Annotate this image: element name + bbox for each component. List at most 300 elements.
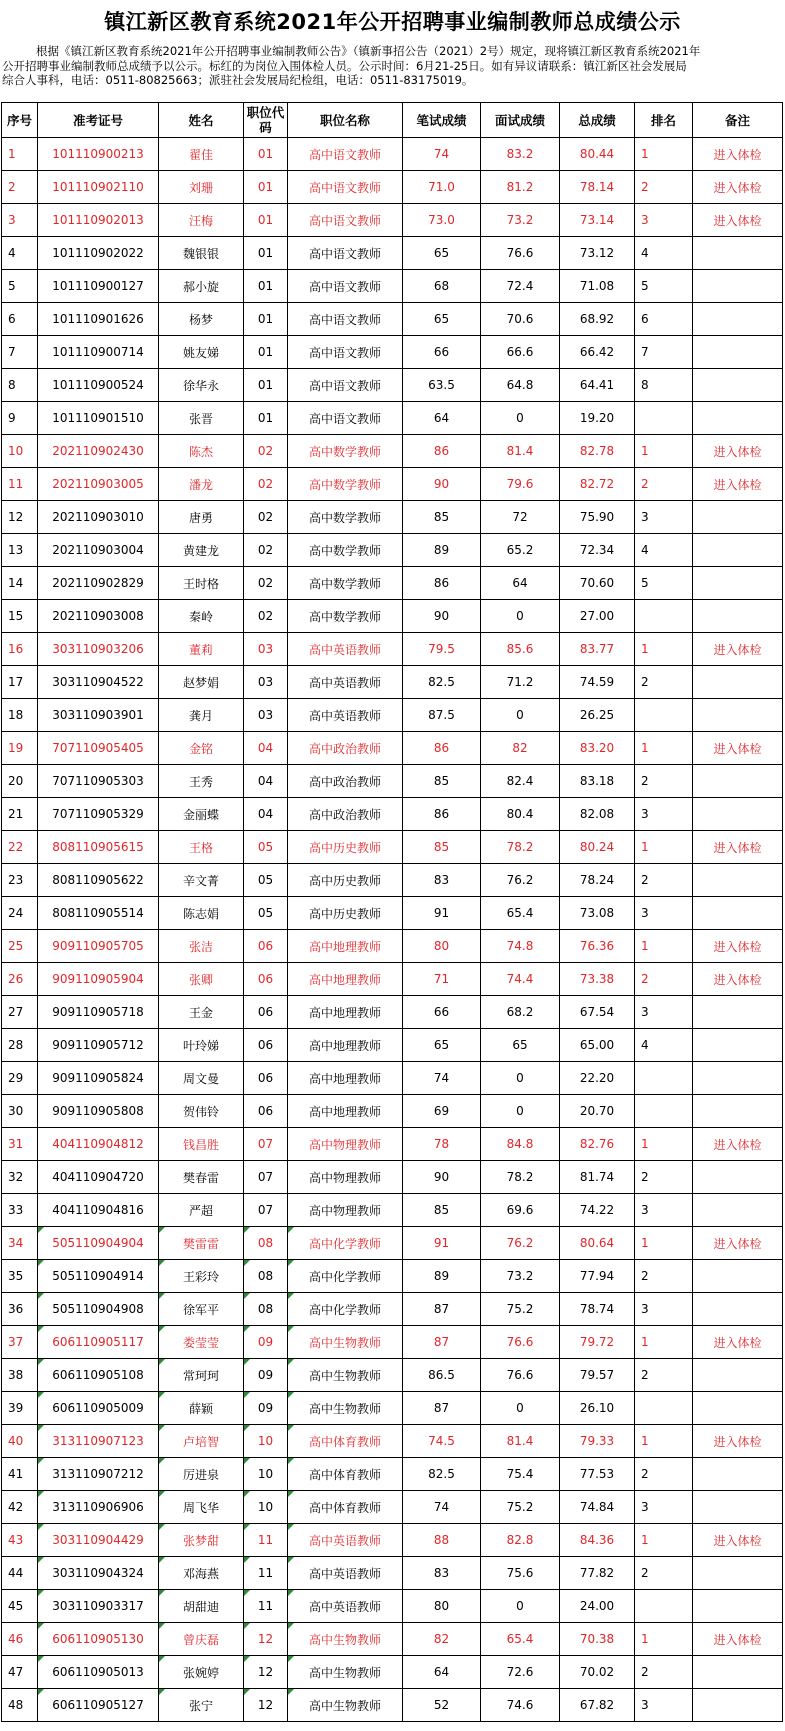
cell-post-name-text: 高中政治教师 [308,741,381,756]
cell-marker-icon [38,1293,44,1299]
cell-written-score-text: 89 [433,1269,450,1283]
cell-interview-score-text: 70.6 [506,312,534,326]
cell-note [693,138,783,171]
cell-name [159,963,244,996]
cell-post-name-text: 高中生物教师 [308,1335,381,1350]
cell-post-name-text: 高中历史教师 [308,873,381,888]
cell-rank-text: 1 [641,741,649,755]
cell-post-code-text: 05 [257,873,274,887]
cell-exam-number [38,1656,159,1689]
cell-idx [2,336,38,369]
cell-exam-number [38,501,159,534]
cell-idx-text: 42 [8,1500,24,1514]
cell-total-score [560,930,635,963]
cell-exam-number-text: 606110905130 [52,1632,144,1646]
score-table [1,102,783,1722]
cell-name-text: 翟佳 [188,147,213,162]
cell-post-code [244,534,288,567]
cell-idx-text: 44 [8,1566,24,1580]
cell-name [159,1161,244,1194]
cell-rank [635,270,693,303]
cell-written-score-text: 85 [433,840,450,854]
cell-interview-score [481,1656,560,1689]
cell-marker-icon [159,1524,165,1530]
cell-post-code-text: 01 [257,213,274,227]
cell-interview-score-text: 72 [512,510,528,524]
cell-written-score [403,732,481,765]
cell-rank [635,600,693,633]
cell-exam-number [38,996,159,1029]
header-post-name: 职位名称 [288,103,403,138]
cell-rank-text: 1 [641,1632,649,1646]
cell-note [693,303,783,336]
table-row [2,699,783,732]
cell-marker-icon [38,1557,44,1563]
cell-marker-icon [244,1326,250,1332]
cell-idx-text: 30 [8,1104,24,1118]
cell-exam-number [38,1491,159,1524]
cell-idx [2,1095,38,1128]
table-row [2,237,783,270]
cell-idx [2,699,38,732]
cell-post-code [244,1689,288,1722]
cell-post-code-text: 03 [257,708,274,722]
cell-rank [635,402,693,435]
cell-interview-score [481,1590,560,1623]
cell-idx-text: 48 [8,1698,24,1712]
cell-name [159,600,244,633]
cell-marker-icon [159,1458,165,1464]
cell-idx-text: 34 [8,1236,24,1250]
cell-total-score-text: 73.14 [579,213,615,227]
cell-idx-text: 29 [8,1071,24,1085]
cell-post-name [288,1491,403,1524]
table-row [2,1656,783,1689]
cell-post-code-text: 11 [257,1599,274,1613]
cell-written-score-text: 64 [433,1665,450,1679]
cell-post-name-text: 高中生物教师 [308,1698,381,1713]
cell-exam-number-text: 101110901626 [52,312,144,326]
cell-written-score [403,1194,481,1227]
table-row [2,1458,783,1491]
cell-marker-icon [288,1260,294,1266]
table-row [2,798,783,831]
cell-post-name [288,1623,403,1656]
cell-total-score [560,1656,635,1689]
cell-rank [635,1590,693,1623]
cell-post-name [288,765,403,798]
cell-marker-icon [288,1656,294,1662]
cell-exam-number [38,534,159,567]
cell-note-text: 进入体检 [713,1632,762,1647]
cell-name-text: 胡甜迪 [182,1599,219,1614]
cell-marker-icon [244,1260,250,1266]
cell-idx-text: 31 [8,1137,24,1151]
cell-exam-number [38,1689,159,1722]
cell-post-name-text: 高中生物教师 [308,1368,381,1383]
cell-name [159,1524,244,1557]
cell-interview-score [481,666,560,699]
cell-total-score [560,996,635,1029]
table-row [2,963,783,996]
cell-idx [2,303,38,336]
cell-interview-score-text: 72.6 [506,1665,534,1679]
cell-post-name [288,1029,403,1062]
cell-name-text: 汪梅 [188,213,213,228]
cell-post-code [244,402,288,435]
table-row [2,1326,783,1359]
cell-post-name [288,864,403,897]
cell-written-score-text: 90 [433,609,450,623]
cell-interview-score-text: 73.2 [506,213,534,227]
table-row [2,468,783,501]
cell-idx [2,864,38,897]
cell-written-score-text: 87 [433,1302,450,1316]
cell-rank-text: 2 [641,1665,649,1679]
cell-idx-text: 45 [8,1599,24,1613]
cell-total-score [560,1590,635,1623]
cell-name-text: 杨梦 [188,312,213,327]
cell-marker-icon [288,1293,294,1299]
cell-written-score [403,138,481,171]
cell-marker-icon [244,1425,250,1431]
cell-marker-icon [244,1227,250,1233]
cell-post-code [244,336,288,369]
cell-written-score [403,1524,481,1557]
cell-idx [2,567,38,600]
cell-post-name-text: 高中语文教师 [308,411,381,426]
cell-total-score [560,567,635,600]
cell-written-score-text: 82.5 [428,1467,455,1481]
cell-idx-text: 32 [8,1170,24,1184]
cell-written-score-text: 87 [433,1335,450,1349]
cell-name [159,765,244,798]
table-row [2,1062,783,1095]
cell-rank-text: 2 [641,180,649,194]
cell-rank [635,831,693,864]
cell-idx [2,1623,38,1656]
cell-post-name [288,501,403,534]
cell-post-name [288,303,403,336]
cell-post-name-text: 高中体育教师 [308,1434,381,1449]
cell-name-text: 曾庆磊 [182,1632,219,1647]
cell-exam-number-text: 404110904812 [52,1137,144,1151]
cell-post-name-text: 高中英语教师 [308,708,381,723]
cell-post-name-text: 高中数学教师 [308,609,381,624]
cell-note [693,1293,783,1326]
cell-idx-text: 26 [8,972,24,986]
cell-name [159,1458,244,1491]
cell-exam-number-text: 202110903004 [52,543,144,557]
cell-idx [2,1161,38,1194]
cell-exam-number-text: 505110904908 [52,1302,144,1316]
cell-note [693,996,783,1029]
header-note: 备注 [693,103,783,138]
cell-marker-icon [244,1623,250,1629]
cell-interview-score [481,567,560,600]
cell-marker-icon [288,1425,294,1431]
cell-total-score [560,501,635,534]
cell-note [693,1326,783,1359]
cell-exam-number-text: 313110907212 [52,1467,144,1481]
cell-name [159,171,244,204]
cell-interview-score-text: 64 [512,576,528,590]
cell-idx [2,435,38,468]
cell-interview-score [481,798,560,831]
cell-marker-icon [244,1359,250,1365]
cell-name [159,402,244,435]
cell-idx-text: 47 [8,1665,24,1679]
table-row [2,171,783,204]
cell-exam-number-text: 101110900524 [52,378,144,392]
cell-marker-icon [244,1557,250,1563]
cell-idx [2,930,38,963]
cell-rank [635,567,693,600]
cell-total-score-text: 73.08 [579,906,615,920]
cell-written-score [403,1557,481,1590]
cell-post-code-text: 10 [257,1500,274,1514]
cell-note [693,864,783,897]
cell-post-code [244,1524,288,1557]
cell-name-text: 钱昌胜 [182,1137,219,1152]
cell-interview-score-text: 82 [512,741,528,755]
cell-post-name [288,402,403,435]
cell-marker-icon [288,1689,294,1695]
header-rank: 排名 [635,103,693,138]
cell-idx-text: 15 [8,609,24,623]
cell-rank-text: 5 [641,576,649,590]
cell-idx [2,237,38,270]
cell-interview-score [481,270,560,303]
cell-rank-text: 1 [641,642,649,656]
cell-rank-text: 2 [641,774,649,788]
cell-written-score [403,468,481,501]
cell-exam-number-text: 101110902110 [52,180,144,194]
cell-exam-number [38,1062,159,1095]
cell-exam-number [38,666,159,699]
cell-exam-number [38,1590,159,1623]
cell-post-name-text: 高中物理教师 [308,1203,381,1218]
table-row [2,1095,783,1128]
cell-interview-score [481,1194,560,1227]
cell-total-score [560,1128,635,1161]
cell-exam-number-text: 909110905808 [52,1104,144,1118]
cell-marker-icon [159,1260,165,1266]
cell-written-score [403,1161,481,1194]
cell-written-score-text: 83 [433,873,450,887]
cell-written-score-text: 80 [433,1599,450,1613]
cell-exam-number [38,1392,159,1425]
cell-post-code [244,897,288,930]
cell-post-name [288,1293,403,1326]
cell-idx-text: 35 [8,1269,24,1283]
cell-interview-score [481,402,560,435]
cell-total-score [560,369,635,402]
cell-exam-number-text: 303110904324 [52,1566,144,1580]
cell-total-score [560,1194,635,1227]
cell-note [693,1260,783,1293]
cell-written-score-text: 79.5 [428,642,455,656]
cell-exam-number [38,1128,159,1161]
cell-post-code-text: 09 [257,1335,274,1349]
cell-name-text: 王格 [188,840,213,855]
cell-note [693,1590,783,1623]
cell-total-score [560,138,635,171]
cell-interview-score-text: 74.6 [506,1698,534,1712]
cell-post-code-text: 01 [257,378,274,392]
cell-post-code-text: 02 [257,444,274,458]
cell-post-name [288,1590,403,1623]
cell-interview-score-text: 75.2 [506,1302,534,1316]
cell-post-name-text: 高中政治教师 [308,807,381,822]
cell-post-code [244,798,288,831]
cell-written-score [403,204,481,237]
cell-written-score [403,930,481,963]
cell-exam-number-text: 101110900213 [52,147,144,161]
cell-name-text: 薛颖 [188,1401,213,1416]
cell-post-code [244,171,288,204]
cell-interview-score-text: 76.6 [506,1368,534,1382]
cell-idx-text: 40 [8,1434,24,1448]
cell-marker-icon [159,1590,165,1596]
cell-written-score [403,996,481,1029]
cell-total-score-text: 27.00 [579,609,615,623]
cell-note-text: 进入体检 [713,213,762,228]
cell-interview-score [481,1557,560,1590]
cell-post-code [244,1161,288,1194]
cell-name [159,1326,244,1359]
cell-exam-number [38,1359,159,1392]
table-row [2,1491,783,1524]
cell-idx [2,831,38,864]
cell-note [693,1689,783,1722]
cell-note [693,897,783,930]
cell-post-name-text: 高中物理教师 [308,1137,381,1152]
cell-marker-icon [288,1590,294,1596]
cell-post-code [244,1425,288,1458]
table-row [2,1557,783,1590]
cell-written-score [403,666,481,699]
cell-note [693,1128,783,1161]
cell-written-score-text: 86 [433,444,450,458]
cell-name [159,1557,244,1590]
cell-post-code [244,1656,288,1689]
cell-total-score-text: 78.74 [579,1302,615,1316]
cell-rank-text: 1 [641,1236,649,1250]
cell-rank [635,1656,693,1689]
cell-marker-icon [288,1392,294,1398]
cell-post-name-text: 高中英语教师 [308,642,381,657]
cell-total-score-text: 64.41 [579,378,615,392]
cell-interview-score [481,1161,560,1194]
cell-post-name [288,633,403,666]
cell-written-score [403,600,481,633]
cell-post-code [244,831,288,864]
cell-exam-number [38,600,159,633]
cell-idx-text: 5 [8,279,16,293]
cell-post-code-text: 01 [257,180,274,194]
cell-written-score [403,501,481,534]
cell-post-code [244,204,288,237]
cell-post-code [244,501,288,534]
cell-post-name [288,1326,403,1359]
cell-post-code [244,963,288,996]
table-row [2,1029,783,1062]
cell-written-score-text: 69 [433,1104,450,1118]
table-row [2,897,783,930]
table-row [2,270,783,303]
cell-post-code [244,237,288,270]
cell-exam-number-text: 303110903317 [52,1599,144,1613]
cell-written-score-text: 73.0 [428,213,455,227]
cell-interview-score-text: 80.4 [506,807,534,821]
cell-rank [635,1392,693,1425]
cell-post-code [244,1095,288,1128]
cell-post-name [288,1062,403,1095]
cell-idx [2,1392,38,1425]
cell-rank-text: 8 [641,378,649,392]
cell-written-score [403,567,481,600]
cell-interview-score-text: 82.8 [506,1533,534,1547]
cell-interview-score-text: 75.6 [506,1566,534,1580]
cell-rank-text: 2 [641,1368,649,1382]
cell-interview-score-text: 83.2 [506,147,534,161]
cell-note [693,237,783,270]
cell-total-score-text: 66.42 [579,345,615,359]
header-name: 姓名 [159,103,244,138]
cell-exam-number-text: 606110905108 [52,1368,144,1382]
cell-total-score [560,864,635,897]
cell-name-text: 秦岭 [188,609,213,624]
cell-written-score [403,1656,481,1689]
cell-written-score [403,963,481,996]
cell-post-name [288,600,403,633]
cell-marker-icon [159,1359,165,1365]
cell-exam-number-text: 505110904904 [52,1236,144,1250]
cell-total-score [560,831,635,864]
cell-exam-number-text: 909110905718 [52,1005,144,1019]
cell-exam-number [38,1194,159,1227]
cell-marker-icon [38,1392,44,1398]
cell-interview-score [481,1359,560,1392]
cell-rank-text: 1 [641,1533,649,1547]
cell-written-score-text: 74 [433,1500,450,1514]
cell-rank-text: 2 [641,873,649,887]
cell-post-name-text: 高中地理教师 [308,972,381,987]
cell-idx [2,204,38,237]
cell-exam-number [38,138,159,171]
cell-post-name-text: 高中历史教师 [308,840,381,855]
cell-total-score-text: 79.33 [579,1434,615,1448]
cell-written-score [403,1293,481,1326]
table-row [2,1590,783,1623]
cell-rank-text: 2 [641,1467,649,1481]
table-row [2,435,783,468]
cell-interview-score-text: 81.2 [506,180,534,194]
cell-total-score [560,699,635,732]
cell-name [159,1095,244,1128]
cell-interview-score [481,699,560,732]
cell-marker-icon [159,1392,165,1398]
cell-total-score-text: 80.44 [579,147,615,161]
cell-exam-number [38,435,159,468]
cell-post-code-text: 06 [257,1071,274,1085]
cell-written-score-text: 86 [433,807,450,821]
cell-post-name-text: 高中语文教师 [308,312,381,327]
table-body [2,138,783,1722]
cell-rank [635,765,693,798]
cell-idx-text: 38 [8,1368,24,1382]
